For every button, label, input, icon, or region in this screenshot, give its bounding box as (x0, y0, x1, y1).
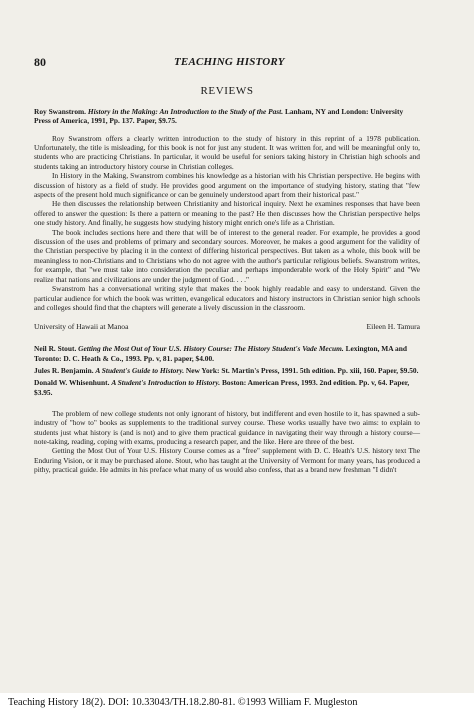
review-paragraph: The problem of new college students not only ignorant of history, but indifferent and even hostile to it, has spawned a sub-industry of "how to" books as supplements to the traditional survey course. These works usually have two aims: to explain to students just what history is (and is not) and to give them practical guidance in navigating their way through a history course—note-taking, reading, coping with exams, producing a research paper, and the like. Here are three of the best. (34, 408, 420, 447)
reviewer-signature (34, 322, 420, 331)
section-title: REVIEWS (200, 85, 254, 97)
citation-publisher: Lanham, NY and London: University Press of America, 1991, Pp. 137. Paper, $9.75. (34, 107, 404, 126)
review-citations (34, 344, 420, 396)
citation-author: Neil R. Stout. (34, 344, 77, 354)
doi-footer: Teaching History 18(2). DOI: 10.33043/TH.18.2.80-81. ©1993 William F. Mugleston (8, 697, 358, 708)
page-number: 80 (34, 55, 46, 69)
review-paragraph: He then discusses the relationship between Christianity and historical inquiry. Next he examines responses that have been offered to answer the question: Is there a pattern or meaning to the past? He then discusses how the Christian perspective helps one study history. And finally, he suggests how studying history might enrich one's life as a Christian. (34, 199, 420, 228)
spacer (34, 401, 420, 409)
citation-title: History in the Making: An Introduction to the Study of the Past. (87, 107, 284, 116)
running-head: TEACHING HISTORY (174, 56, 285, 68)
citation-title: A Student's Introduction to History. (111, 378, 221, 388)
citation-author: Donald W. Whisenhunt. (34, 378, 110, 388)
reviewer-name: Eileen H. Tamura (366, 322, 420, 332)
page-content (34, 55, 420, 475)
review-citation (34, 107, 420, 126)
citation-publisher: Boston: American Press, 1993. 2nd edition. Pp. v, 64. Paper, $3.95. (34, 378, 410, 397)
review-citation (34, 366, 420, 375)
citation-publisher: New York: St. Martin's Press, 1991. 5th edition. Pp. xiii, 160. Paper, $9.50. (185, 365, 419, 375)
reviewer-affiliation: University of Hawaii at Manoa (34, 322, 129, 332)
review-paragraph: In History in the Making, Swanstrom combines his knowledge as a historian with his Christian perspective. He begins with discussion of history as a field of study. He provides good argument on the importance of studying history, stating that "few aspects of the present hold much significance or can be genuinely understood apart from their historical past." (34, 171, 420, 200)
page-header (34, 55, 420, 77)
review-paragraph: Roy Swanstrom offers a clearly written introduction to the study of history in this reprint of a 1978 publication. Unfortunately, the title is misleading, for this book is not for just any student. It was written for, and will be meaningful only to, students who are practicing Christians. In particular, it would be useful for seniors taking history in Christian high schools and students taking an introductory history course in Christian colleges. (34, 133, 420, 171)
review-paragraph: Swanstrom has a conversational writing style that makes the book highly readable and easy to understand. Given the particular audience for which the book was written, evangelical educators and history instructors in Christian senior high schools and colleges should find that the chapters will generate a lively discussion in the classroom. (34, 284, 420, 312)
review-citation (34, 344, 420, 363)
review-citation (34, 378, 420, 397)
citation-author: Roy Swanstrom. (34, 107, 87, 116)
review-paragraph: The book includes sections here and there that will be of interest to the general reader. For example, he provides a good discussion of the uses and problems of primary and secondary sources. Moreover, he makes a good argument for the validity of the Christian perspective by placing it in the context of differing historical perspectives. But taken as a whole, this book will be meaningless to non-Christians and to Christians who do not agree with the author's particular religious beliefs. Swanstrom writes, for example, that "we must take into consideration the peculiar and perhaps imponderable work of the Holy Spirit" and "We realize that nations and civilizations are under the judgment of God. . . ." (34, 227, 420, 284)
review-paragraph: Getting the Most Out of Your U.S. History Course comes as a "free" supplement with D. C. Heath's U.S. history text The Enduring Vision, or it may be purchased alone. Stout, who has taught at the University of Vermont for many years, has produced a pithy, practical guide. He admits in his preface what many of us would also confess, that as a brand new freshman "I didn't (34, 446, 420, 475)
citation-title: A Student's Guide to History. (95, 365, 185, 375)
citation-publisher: Lexington, MA and Toronto: D. C. Heath & Co., 1993. Pp. v, 81. paper, $4.00. (34, 344, 407, 363)
citation-author: Jules R. Benjamin. (34, 365, 94, 375)
citation-title: Getting the Most Out of Your U.S. History Course: The History Student's Vade Mecum. (78, 344, 344, 354)
